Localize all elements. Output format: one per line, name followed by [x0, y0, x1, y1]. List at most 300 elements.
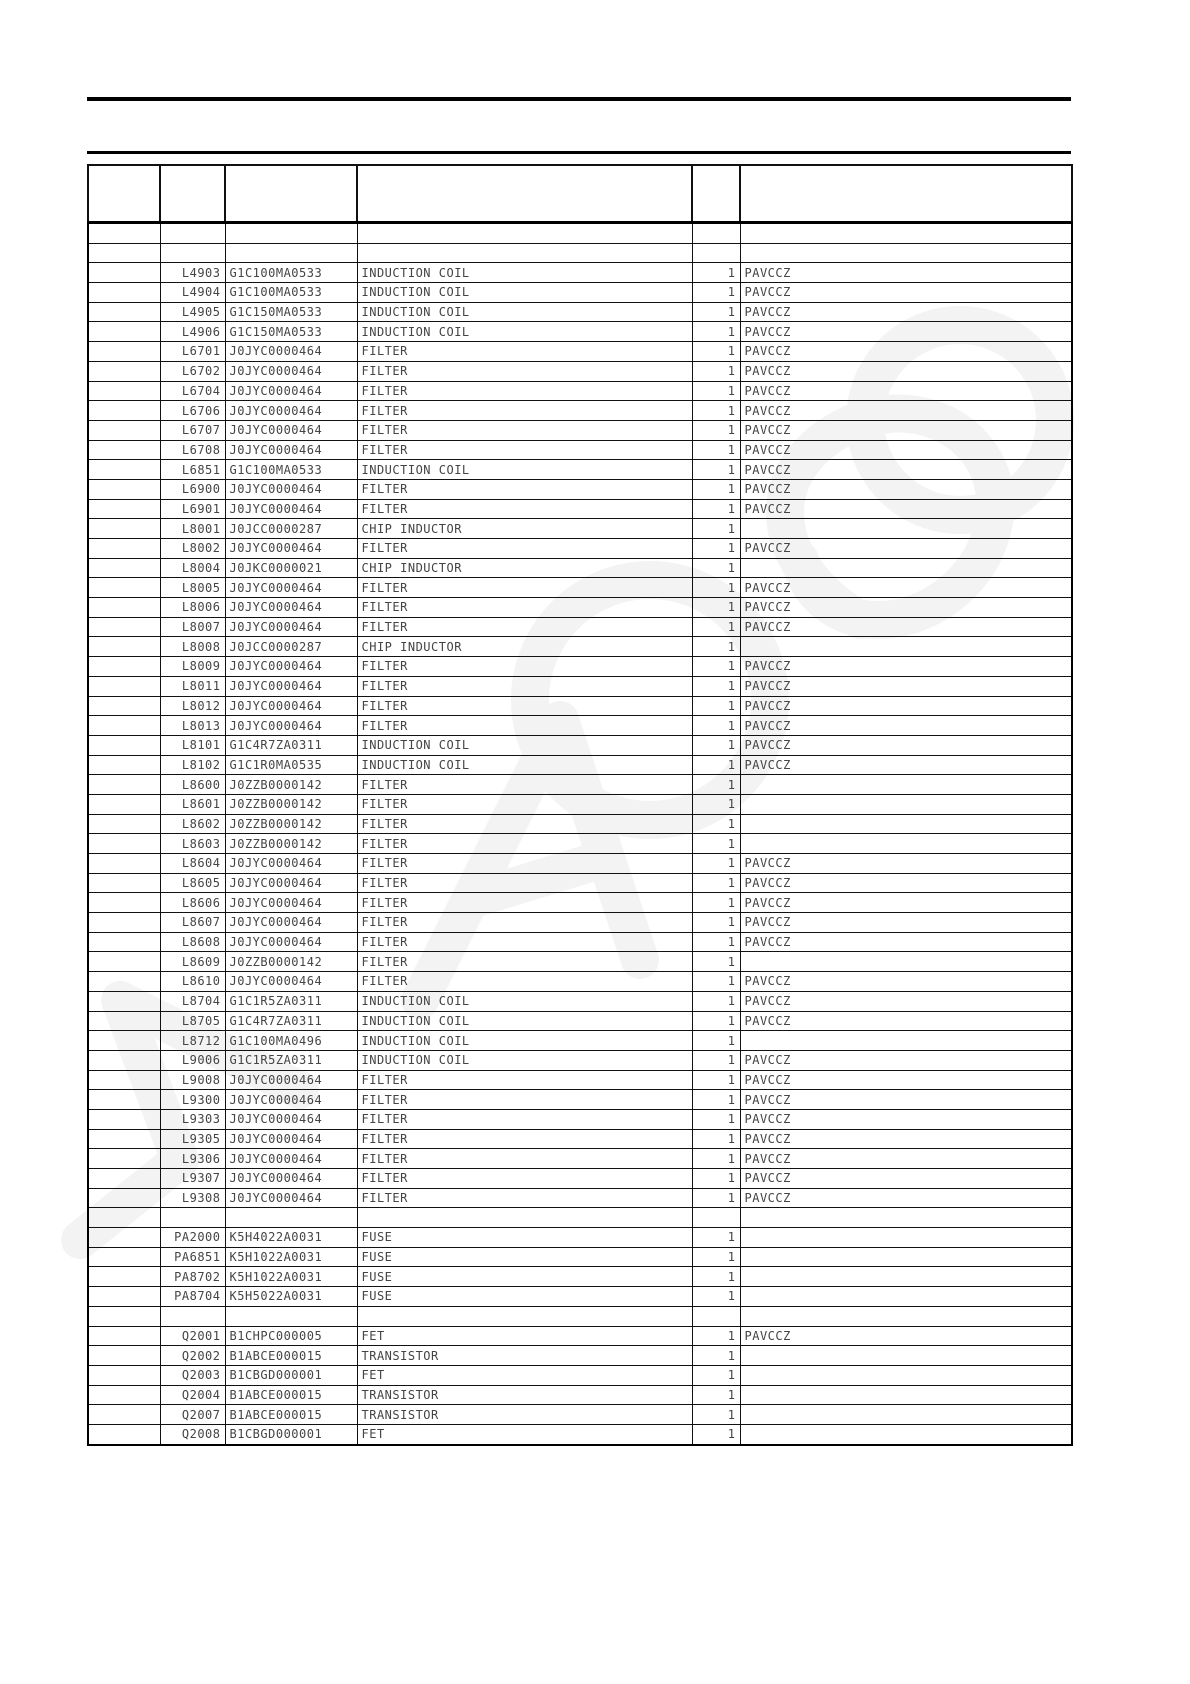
- table-row: [88, 420, 1072, 440]
- table-body: [88, 223, 1072, 1445]
- remarks-cell: [740, 1405, 1072, 1425]
- part-number-cell: B1CHPC000005: [225, 1326, 357, 1346]
- table-row: [88, 814, 1072, 834]
- safety-cell: [88, 1405, 160, 1425]
- quantity-cell: 1: [692, 814, 740, 834]
- part-number-cell: J0JCC0000287: [225, 637, 357, 657]
- safety-cell: [88, 1306, 160, 1326]
- safety-cell: [88, 420, 160, 440]
- quantity-cell: 1: [692, 1228, 740, 1248]
- remarks-cell: PAVCCZ: [740, 1188, 1072, 1208]
- safety-cell: [88, 1267, 160, 1287]
- remarks-cell: PAVCCZ: [740, 578, 1072, 598]
- description-cell: INDUCTION COIL: [357, 755, 692, 775]
- part-number-cell: G1C100MA0533: [225, 460, 357, 480]
- ref-cell: L6704: [160, 381, 225, 401]
- quantity-cell: 1: [692, 1129, 740, 1149]
- table-row: [88, 1188, 1072, 1208]
- description-cell: FUSE: [357, 1228, 692, 1248]
- quantity-cell: 1: [692, 755, 740, 775]
- remarks-cell: PAVCCZ: [740, 361, 1072, 381]
- ref-cell: L4904: [160, 283, 225, 303]
- part-number-cell: J0JYC0000464: [225, 1169, 357, 1189]
- table-row: [88, 1306, 1072, 1326]
- remarks-cell: PAVCCZ: [740, 913, 1072, 933]
- description-cell: FILTER: [357, 952, 692, 972]
- table-row: [88, 381, 1072, 401]
- quantity-cell: 1: [692, 696, 740, 716]
- description-cell: FILTER: [357, 1129, 692, 1149]
- part-number-cell: B1ABCE000015: [225, 1405, 357, 1425]
- ref-cell: Q2001: [160, 1326, 225, 1346]
- table-row: [88, 1287, 1072, 1307]
- description-cell: FILTER: [357, 657, 692, 677]
- description-cell: FILTER: [357, 578, 692, 598]
- remarks-cell: [740, 1247, 1072, 1267]
- table-row: [88, 598, 1072, 618]
- quantity-cell: 1: [692, 519, 740, 539]
- safety-cell: [88, 440, 160, 460]
- remarks-cell: [740, 1365, 1072, 1385]
- description-cell: FILTER: [357, 834, 692, 854]
- description-cell: FUSE: [357, 1267, 692, 1287]
- safety-cell: [88, 1129, 160, 1149]
- safety-cell: [88, 735, 160, 755]
- part-number-cell: J0JYC0000464: [225, 479, 357, 499]
- table-row: [88, 932, 1072, 952]
- quantity-cell: [692, 1306, 740, 1326]
- quantity-cell: 1: [692, 834, 740, 854]
- part-number-cell: J0JYC0000464: [225, 539, 357, 559]
- remarks-cell: [740, 1267, 1072, 1287]
- description-cell: INDUCTION COIL: [357, 1011, 692, 1031]
- ref-cell: L6701: [160, 342, 225, 362]
- quantity-cell: 1: [692, 617, 740, 637]
- part-number-cell: G1C150MA0533: [225, 322, 357, 342]
- safety-cell: [88, 1326, 160, 1346]
- ref-cell: L9008: [160, 1070, 225, 1090]
- table-row: [88, 637, 1072, 657]
- safety-cell: [88, 1424, 160, 1444]
- ref-cell: L9306: [160, 1149, 225, 1169]
- safety-cell: [88, 598, 160, 618]
- ref-cell: L4905: [160, 302, 225, 322]
- safety-cell: [88, 1169, 160, 1189]
- part-number-cell: J0JYC0000464: [225, 657, 357, 677]
- ref-cell: L9303: [160, 1109, 225, 1129]
- description-cell: FILTER: [357, 440, 692, 460]
- description-cell: INDUCTION COIL: [357, 263, 692, 283]
- quantity-cell: 1: [692, 1287, 740, 1307]
- part-number-cell: [225, 223, 357, 244]
- quantity-cell: 1: [692, 952, 740, 972]
- part-number-cell: J0JYC0000464: [225, 381, 357, 401]
- ref-cell: L9305: [160, 1129, 225, 1149]
- part-number-cell: J0ZZB0000142: [225, 814, 357, 834]
- safety-cell: [88, 873, 160, 893]
- safety-cell: [88, 716, 160, 736]
- description-cell: FILTER: [357, 814, 692, 834]
- table-row: [88, 775, 1072, 795]
- remarks-cell: PAVCCZ: [740, 1050, 1072, 1070]
- remarks-cell: [740, 223, 1072, 244]
- quantity-cell: 1: [692, 302, 740, 322]
- table-row: [88, 361, 1072, 381]
- part-number-cell: J0ZZB0000142: [225, 834, 357, 854]
- quantity-cell: 1: [692, 381, 740, 401]
- safety-cell: [88, 755, 160, 775]
- quantity-cell: 1: [692, 913, 740, 933]
- ref-cell: [160, 243, 225, 263]
- part-number-cell: J0JYC0000464: [225, 617, 357, 637]
- safety-cell: [88, 381, 160, 401]
- table-row: [88, 519, 1072, 539]
- remarks-cell: PAVCCZ: [740, 696, 1072, 716]
- description-cell: TRANSISTOR: [357, 1346, 692, 1366]
- quantity-cell: 1: [692, 735, 740, 755]
- table-row: [88, 342, 1072, 362]
- remarks-cell: [740, 637, 1072, 657]
- safety-cell: [88, 991, 160, 1011]
- table-row: [88, 617, 1072, 637]
- safety-cell: [88, 952, 160, 972]
- safety-cell: [88, 1050, 160, 1070]
- description-cell: FILTER: [357, 794, 692, 814]
- safety-cell: [88, 558, 160, 578]
- description-cell: [357, 223, 692, 244]
- table-row: [88, 1129, 1072, 1149]
- quantity-cell: 1: [692, 361, 740, 381]
- ref-cell: L8001: [160, 519, 225, 539]
- part-number-cell: G1C1R5ZA0311: [225, 1050, 357, 1070]
- description-cell: FILTER: [357, 696, 692, 716]
- description-cell: CHIP INDUCTOR: [357, 519, 692, 539]
- description-cell: FILTER: [357, 775, 692, 795]
- part-number-cell: J0JYC0000464: [225, 1129, 357, 1149]
- part-number-cell: J0JYC0000464: [225, 676, 357, 696]
- table-row: [88, 223, 1072, 244]
- quantity-cell: 1: [692, 1365, 740, 1385]
- part-number-cell: B1ABCE000015: [225, 1385, 357, 1405]
- ref-cell: Q2004: [160, 1385, 225, 1405]
- description-cell: INDUCTION COIL: [357, 460, 692, 480]
- ref-cell: L8605: [160, 873, 225, 893]
- quantity-cell: 1: [692, 1169, 740, 1189]
- quantity-cell: 1: [692, 932, 740, 952]
- description-cell: FILTER: [357, 1090, 692, 1110]
- ref-cell: L8002: [160, 539, 225, 559]
- ref-cell: L6707: [160, 420, 225, 440]
- ref-cell: L8102: [160, 755, 225, 775]
- part-number-cell: G1C1R0MA0535: [225, 755, 357, 775]
- quantity-cell: 1: [692, 578, 740, 598]
- quantity-cell: 1: [692, 263, 740, 283]
- table-row: [88, 1169, 1072, 1189]
- quantity-cell: 1: [692, 342, 740, 362]
- ref-cell: L6901: [160, 499, 225, 519]
- description-cell: INDUCTION COIL: [357, 283, 692, 303]
- quantity-cell: 1: [692, 1405, 740, 1425]
- part-number-cell: J0JYC0000464: [225, 873, 357, 893]
- quantity-cell: [692, 1208, 740, 1228]
- remarks-cell: PAVCCZ: [740, 1169, 1072, 1189]
- quantity-cell: 1: [692, 283, 740, 303]
- quantity-cell: 1: [692, 1188, 740, 1208]
- table-row: [88, 913, 1072, 933]
- safety-cell: [88, 322, 160, 342]
- table-row: [88, 1424, 1072, 1444]
- part-number-cell: J0JYC0000464: [225, 361, 357, 381]
- table-row: [88, 1405, 1072, 1425]
- ref-cell: L8006: [160, 598, 225, 618]
- ref-cell: PA8704: [160, 1287, 225, 1307]
- table-row: [88, 657, 1072, 677]
- table-row: [88, 243, 1072, 263]
- remarks-cell: [740, 775, 1072, 795]
- table-row: [88, 1011, 1072, 1031]
- table-row: [88, 322, 1072, 342]
- safety-cell: [88, 1149, 160, 1169]
- description-cell: [357, 243, 692, 263]
- safety-cell: [88, 1346, 160, 1366]
- table-row: [88, 440, 1072, 460]
- remarks-cell: PAVCCZ: [740, 598, 1072, 618]
- table-row: [88, 499, 1072, 519]
- remarks-cell: [740, 519, 1072, 539]
- safety-cell: [88, 578, 160, 598]
- description-cell: FILTER: [357, 1188, 692, 1208]
- quantity-cell: 1: [692, 873, 740, 893]
- safety-cell: [88, 775, 160, 795]
- ref-cell: L9308: [160, 1188, 225, 1208]
- table-row: [88, 873, 1072, 893]
- part-number-cell: K5H1022A0031: [225, 1247, 357, 1267]
- ref-cell: L8608: [160, 932, 225, 952]
- remarks-cell: PAVCCZ: [740, 735, 1072, 755]
- safety-cell: [88, 499, 160, 519]
- remarks-cell: [740, 952, 1072, 972]
- ref-cell: L8704: [160, 991, 225, 1011]
- ref-cell: [160, 1208, 225, 1228]
- remarks-cell: PAVCCZ: [740, 676, 1072, 696]
- description-cell: FILTER: [357, 854, 692, 874]
- safety-cell: [88, 460, 160, 480]
- quantity-cell: 1: [692, 1326, 740, 1346]
- description-cell: FILTER: [357, 420, 692, 440]
- header-cell-part-name: [357, 165, 692, 223]
- table-row: [88, 696, 1072, 716]
- safety-cell: [88, 617, 160, 637]
- remarks-cell: [740, 1228, 1072, 1248]
- remarks-cell: PAVCCZ: [740, 460, 1072, 480]
- table-header-row: [88, 165, 1072, 223]
- quantity-cell: 1: [692, 1011, 740, 1031]
- ref-cell: L8004: [160, 558, 225, 578]
- remarks-cell: PAVCCZ: [740, 854, 1072, 874]
- safety-cell: [88, 361, 160, 381]
- ref-cell: L8007: [160, 617, 225, 637]
- table-row: [88, 1109, 1072, 1129]
- description-cell: INDUCTION COIL: [357, 302, 692, 322]
- part-number-cell: J0JYC0000464: [225, 401, 357, 421]
- remarks-cell: PAVCCZ: [740, 440, 1072, 460]
- ref-cell: PA6851: [160, 1247, 225, 1267]
- ref-cell: L8606: [160, 893, 225, 913]
- description-cell: FILTER: [357, 972, 692, 992]
- remarks-cell: [740, 1346, 1072, 1366]
- table-row: [88, 1031, 1072, 1051]
- table-row: [88, 558, 1072, 578]
- remarks-cell: PAVCCZ: [740, 342, 1072, 362]
- ref-cell: L4906: [160, 322, 225, 342]
- ref-cell: Q2008: [160, 1424, 225, 1444]
- table-row: [88, 1090, 1072, 1110]
- safety-cell: [88, 637, 160, 657]
- quantity-cell: 1: [692, 1031, 740, 1051]
- safety-cell: [88, 676, 160, 696]
- quantity-cell: 1: [692, 1109, 740, 1129]
- table-row: [88, 283, 1072, 303]
- part-number-cell: J0JCC0000287: [225, 519, 357, 539]
- quantity-cell: 1: [692, 322, 740, 342]
- description-cell: FILTER: [357, 1169, 692, 1189]
- part-number-cell: G1C100MA0533: [225, 283, 357, 303]
- table-row: [88, 794, 1072, 814]
- description-cell: FILTER: [357, 1109, 692, 1129]
- description-cell: FILTER: [357, 361, 692, 381]
- part-number-cell: J0JYC0000464: [225, 913, 357, 933]
- remarks-cell: [740, 1306, 1072, 1326]
- description-cell: FILTER: [357, 716, 692, 736]
- table-row: [88, 460, 1072, 480]
- remarks-cell: [740, 1208, 1072, 1228]
- part-number-cell: J0JYC0000464: [225, 1188, 357, 1208]
- quantity-cell: 1: [692, 775, 740, 795]
- ref-cell: L8011: [160, 676, 225, 696]
- part-number-cell: J0JYC0000464: [225, 440, 357, 460]
- remarks-cell: PAVCCZ: [740, 716, 1072, 736]
- quantity-cell: 1: [692, 1070, 740, 1090]
- ref-cell: L8601: [160, 794, 225, 814]
- quantity-cell: 1: [692, 1267, 740, 1287]
- quantity-cell: 1: [692, 1247, 740, 1267]
- remarks-cell: [740, 243, 1072, 263]
- remarks-cell: PAVCCZ: [740, 1149, 1072, 1169]
- safety-cell: [88, 1228, 160, 1248]
- remarks-cell: [740, 814, 1072, 834]
- safety-cell: [88, 1070, 160, 1090]
- part-number-cell: J0JYC0000464: [225, 854, 357, 874]
- quantity-cell: 1: [692, 1424, 740, 1444]
- part-number-cell: J0JYC0000464: [225, 598, 357, 618]
- safety-cell: [88, 401, 160, 421]
- table-row: [88, 952, 1072, 972]
- ref-cell: PA2000: [160, 1228, 225, 1248]
- ref-cell: Q2003: [160, 1365, 225, 1385]
- safety-cell: [88, 1208, 160, 1228]
- table-row: [88, 479, 1072, 499]
- remarks-cell: PAVCCZ: [740, 381, 1072, 401]
- safety-cell: [88, 539, 160, 559]
- safety-cell: [88, 1188, 160, 1208]
- part-number-cell: [225, 1208, 357, 1228]
- quantity-cell: 1: [692, 558, 740, 578]
- table-row: [88, 1247, 1072, 1267]
- description-cell: FILTER: [357, 676, 692, 696]
- description-cell: FILTER: [357, 342, 692, 362]
- ref-cell: L8600: [160, 775, 225, 795]
- safety-cell: [88, 696, 160, 716]
- safety-cell: [88, 932, 160, 952]
- quantity-cell: 1: [692, 991, 740, 1011]
- table-row: [88, 1228, 1072, 1248]
- remarks-cell: PAVCCZ: [740, 322, 1072, 342]
- part-number-cell: J0JYC0000464: [225, 420, 357, 440]
- description-cell: FILTER: [357, 401, 692, 421]
- description-cell: FILTER: [357, 873, 692, 893]
- quantity-cell: 1: [692, 794, 740, 814]
- ref-cell: L6706: [160, 401, 225, 421]
- remarks-cell: PAVCCZ: [740, 657, 1072, 677]
- remarks-cell: [740, 794, 1072, 814]
- safety-cell: [88, 814, 160, 834]
- part-number-cell: G1C1R5ZA0311: [225, 991, 357, 1011]
- remarks-cell: PAVCCZ: [740, 617, 1072, 637]
- quantity-cell: 1: [692, 460, 740, 480]
- safety-cell: [88, 1090, 160, 1110]
- safety-cell: [88, 1365, 160, 1385]
- part-number-cell: J0JYC0000464: [225, 696, 357, 716]
- description-cell: FILTER: [357, 539, 692, 559]
- part-number-cell: J0JYC0000464: [225, 932, 357, 952]
- part-number-cell: J0JKC0000021: [225, 558, 357, 578]
- remarks-cell: [740, 1287, 1072, 1307]
- description-cell: FILTER: [357, 913, 692, 933]
- part-number-cell: B1CBGD000001: [225, 1424, 357, 1444]
- ref-cell: L8013: [160, 716, 225, 736]
- table-row: [88, 1385, 1072, 1405]
- table-row: [88, 263, 1072, 283]
- part-number-cell: G1C150MA0533: [225, 302, 357, 322]
- table-row: [88, 1326, 1072, 1346]
- safety-cell: [88, 1109, 160, 1129]
- description-cell: FILTER: [357, 617, 692, 637]
- part-number-cell: J0JYC0000464: [225, 342, 357, 362]
- description-cell: INDUCTION COIL: [357, 1050, 692, 1070]
- part-number-cell: J0JYC0000464: [225, 1109, 357, 1129]
- remarks-cell: PAVCCZ: [740, 873, 1072, 893]
- description-cell: [357, 1306, 692, 1326]
- description-cell: FILTER: [357, 479, 692, 499]
- part-number-cell: K5H1022A0031: [225, 1267, 357, 1287]
- table-row: [88, 1149, 1072, 1169]
- quantity-cell: 1: [692, 420, 740, 440]
- quantity-cell: 1: [692, 401, 740, 421]
- safety-cell: [88, 1385, 160, 1405]
- description-cell: FILTER: [357, 932, 692, 952]
- remarks-cell: PAVCCZ: [740, 1090, 1072, 1110]
- ref-cell: [160, 223, 225, 244]
- safety-cell: [88, 972, 160, 992]
- ref-cell: L6900: [160, 479, 225, 499]
- header-cell-safety: [88, 165, 160, 223]
- description-cell: INDUCTION COIL: [357, 322, 692, 342]
- remarks-cell: PAVCCZ: [740, 755, 1072, 775]
- part-number-cell: J0JYC0000464: [225, 893, 357, 913]
- remarks-cell: PAVCCZ: [740, 972, 1072, 992]
- ref-cell: L8604: [160, 854, 225, 874]
- table-row: [88, 991, 1072, 1011]
